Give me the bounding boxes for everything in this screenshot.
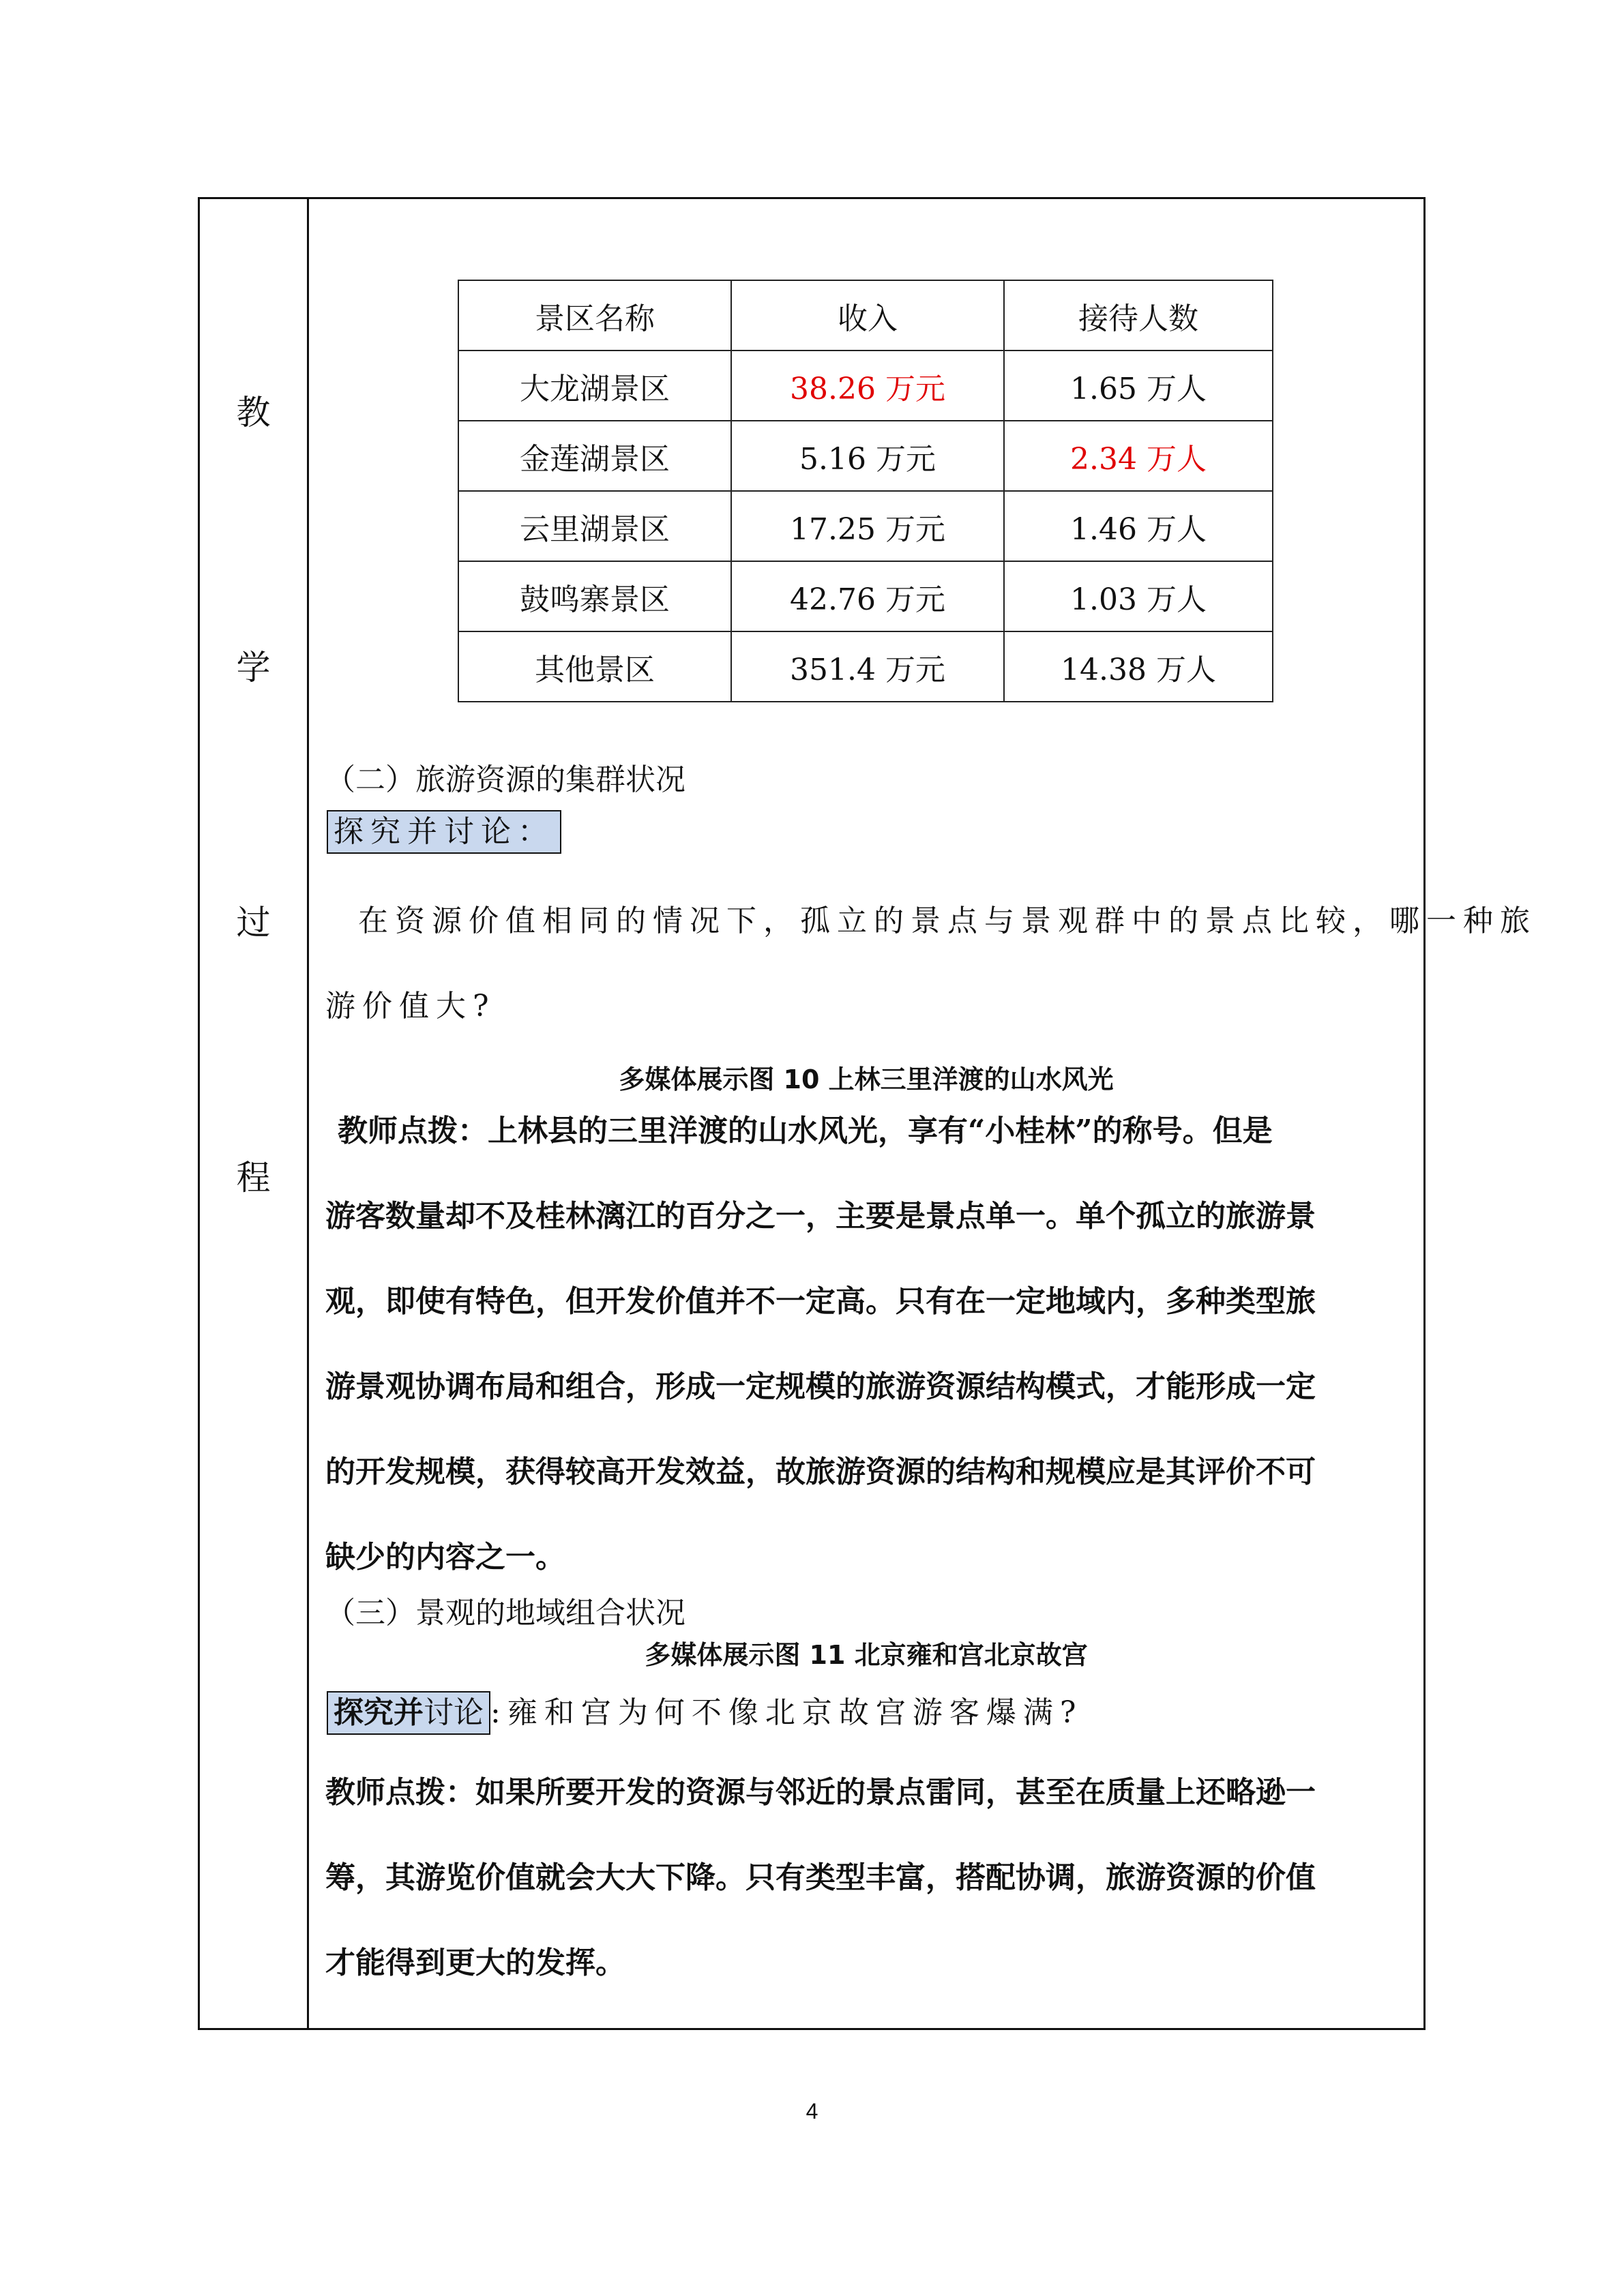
section-heading: （二）旅游资源的集群状况 — [325, 762, 685, 797]
question-text: 游价值大? — [325, 989, 496, 1024]
media-caption: 多媒体展示图 11 北京雍和宫北京故宫 — [645, 1640, 1088, 1670]
table-cell: 1.03 万人 — [1004, 561, 1273, 631]
table-cell: 351.4 万元 — [731, 631, 1004, 702]
section-heading: （三）景观的地域组合状况 — [325, 1596, 685, 1630]
table-cell-highlighted: 38.26 万元 — [731, 351, 1004, 421]
side-label-column — [200, 199, 309, 2028]
explore-question-row — [327, 1688, 1082, 1735]
table-cell: 鼓鸣寨景区 — [458, 561, 731, 631]
explore-discuss-label: 探究并讨论 — [327, 1691, 490, 1735]
teacher-note-line: 游客数量却不及桂林漓江的百分之一，主要是景点单一。单个孤立的旅游景 — [325, 1199, 1316, 1234]
question-text: :雍和宫为何不像北京故宫游客爆满? — [490, 1695, 1083, 1730]
table-cell: 1.46 万人 — [1004, 491, 1273, 561]
lesson-frame — [198, 197, 1537, 2030]
teacher-note-line: 才能得到更大的发挥。 — [325, 1945, 625, 1980]
table-cell: 其他景区 — [458, 631, 731, 702]
teacher-note-line: 缺少的内容之一。 — [325, 1540, 565, 1575]
table-row — [458, 561, 1273, 631]
table-row — [458, 351, 1273, 421]
table-cell: 金莲湖景区 — [458, 421, 731, 491]
table-cell: 大龙湖景区 — [458, 351, 731, 421]
scenic-area-table — [458, 280, 1273, 702]
side-label-char: 学 — [236, 648, 271, 687]
table-cell: 14.38 万人 — [1004, 631, 1273, 702]
table-cell: 云里湖景区 — [458, 491, 731, 561]
side-label-char: 教 — [236, 393, 271, 432]
side-label-char: 程 — [236, 1158, 271, 1197]
teacher-note-line: 教师点拨：上林县的三里洋渡的山水风光，享有“小桂林”的称号。但是 — [338, 1114, 1273, 1148]
question-text: 在资源价值相同的情况下，孤立的景点与景观群中的景点比较，哪一种旅 — [358, 904, 1537, 938]
media-caption: 多媒体展示图 10 上林三里洋渡的山水风光 — [619, 1064, 1114, 1094]
side-label-char: 过 — [236, 903, 271, 942]
table-header: 景区名称 — [458, 280, 731, 351]
table-cell: 5.16 万元 — [731, 421, 1004, 491]
table-row — [458, 631, 1273, 702]
teacher-note-line: 观，即使有特色，但开发价值并不一定高。只有在一定地域内，多种类型旅 — [325, 1284, 1316, 1319]
table-row — [458, 421, 1273, 491]
teacher-note-line: 游景观协调布局和组合，形成一定规模的旅游资源结构模式，才能形成一定 — [325, 1369, 1316, 1404]
page-number: 4 — [806, 2099, 818, 2123]
table-header: 收入 — [731, 280, 1004, 351]
table-cell-highlighted: 2.34 万人 — [1004, 421, 1273, 491]
table-header-row — [458, 280, 1273, 351]
explore-discuss-label: 探究并讨论： — [327, 810, 561, 854]
teacher-note-line: 教师点拨：如果所要开发的资源与邻近的景点雷同，甚至在质量上还略逊一 — [325, 1775, 1316, 1810]
teacher-note-line: 的开发规模，获得较高开发效益，故旅游资源的结构和规模应是其评价不可 — [325, 1455, 1316, 1489]
teacher-note-line: 筹，其游览价值就会大大下降。只有类型丰富，搭配协调，旅游资源的价值 — [325, 1860, 1316, 1895]
table-cell: 1.65 万人 — [1004, 351, 1273, 421]
table-row — [458, 491, 1273, 561]
table-cell: 42.76 万元 — [731, 561, 1004, 631]
table-header: 接待人数 — [1004, 280, 1273, 351]
table-cell: 17.25 万元 — [731, 491, 1004, 561]
lesson-content — [309, 199, 1537, 2028]
